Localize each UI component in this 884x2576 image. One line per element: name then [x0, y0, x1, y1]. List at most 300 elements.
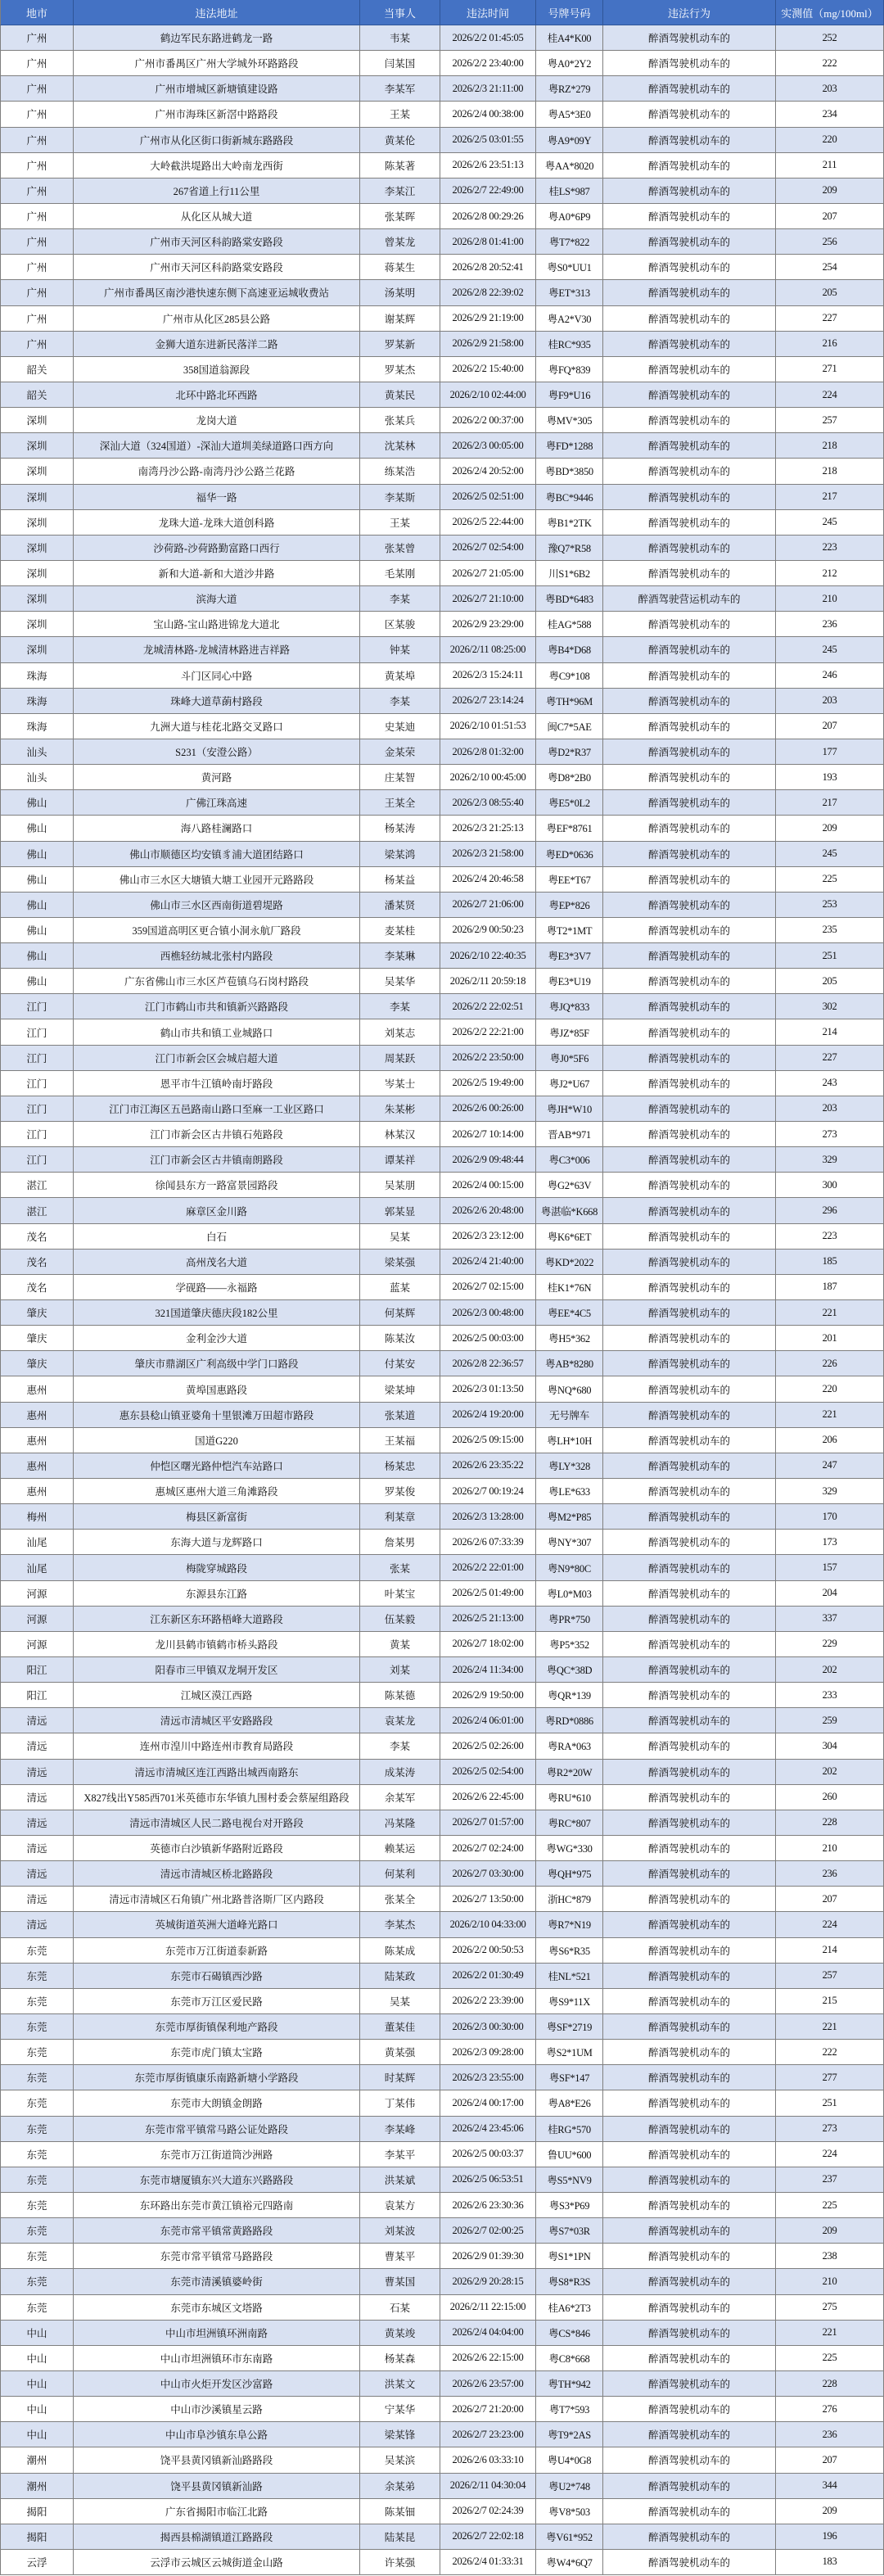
address-cell: 黄埠国惠路段 — [74, 1376, 360, 1402]
act-cell: 醉酒驾驶机动车的 — [603, 2422, 776, 2447]
city-cell: 清远 — [0, 1810, 74, 1836]
address-cell: 揭西县棉湖镇道江路路段 — [74, 2524, 360, 2550]
plate-cell: 粤S7*03R — [536, 2218, 603, 2244]
plate-cell: 粤A0*2Y2 — [536, 51, 603, 76]
plate-cell: 粤T7*822 — [536, 229, 603, 255]
plate-cell: 粤BC*9446 — [536, 485, 603, 510]
address-cell: 中山市坦洲镇环洲南路 — [74, 2321, 360, 2346]
act-cell: 醉酒驾驶机动车的 — [603, 1504, 776, 1530]
time-cell: 2026/2/7 21:10:00 — [440, 586, 536, 612]
person-cell: 余某军 — [360, 1785, 440, 1810]
act-cell: 醉酒驾驶机动车的 — [603, 2244, 776, 2269]
plate-cell: 粤F9*U16 — [536, 382, 603, 408]
act-cell: 醉酒驾驶机动车的 — [603, 1912, 776, 1937]
value-cell: 245 — [776, 510, 884, 536]
address-cell: 阳春市三甲镇双龙垌开发区 — [74, 1657, 360, 1683]
city-cell: 佛山 — [0, 816, 74, 841]
time-cell: 2026/2/10 02:44:00 — [440, 382, 536, 408]
act-cell: 醉酒驾驶机动车的 — [603, 229, 776, 255]
value-cell: 253 — [776, 893, 884, 918]
person-cell: 梁某坤 — [360, 1376, 440, 1402]
table-row — [0, 994, 884, 1019]
table-row — [0, 612, 884, 637]
time-cell: 2026/2/5 19:49:00 — [440, 1071, 536, 1096]
table-body — [0, 25, 884, 2575]
city-cell: 深圳 — [0, 561, 74, 586]
table-row — [0, 153, 884, 179]
time-cell: 2026/2/10 22:40:35 — [440, 943, 536, 969]
time-cell: 2026/2/9 20:28:15 — [440, 2269, 536, 2294]
table-row — [0, 1275, 884, 1300]
plate-cell: 粤V8*503 — [536, 2499, 603, 2524]
person-cell: 宁某华 — [360, 2397, 440, 2422]
value-cell: 173 — [776, 1530, 884, 1555]
address-cell: 江东新区东环路梧峰大道路段 — [74, 1607, 360, 1632]
table-row — [0, 586, 884, 612]
city-cell: 汕尾 — [0, 1555, 74, 1580]
value-cell: 304 — [776, 1733, 884, 1759]
address-cell: 佛山市三水区大塘镇大塘工业园开元路路段 — [74, 867, 360, 893]
person-cell: 李某琳 — [360, 943, 440, 969]
value-cell: 273 — [776, 2117, 884, 2142]
time-cell: 2026/2/4 20:46:58 — [440, 867, 536, 893]
time-cell: 2026/2/7 02:15:00 — [440, 1275, 536, 1300]
value-cell: 209 — [776, 816, 884, 841]
act-cell: 醉酒驾驶机动车的 — [603, 2218, 776, 2244]
value-cell: 246 — [776, 663, 884, 689]
person-cell: 吴某 — [360, 1989, 440, 2014]
table-row — [0, 561, 884, 586]
table-row — [0, 51, 884, 76]
city-cell: 东莞 — [0, 2090, 74, 2116]
person-cell: 蓝某 — [360, 1275, 440, 1300]
plate-cell: 粤C9*108 — [536, 663, 603, 689]
time-cell: 2026/2/4 11:34:00 — [440, 1657, 536, 1683]
plate-cell: 粤EE*T67 — [536, 867, 603, 893]
person-cell: 杨某森 — [360, 2346, 440, 2371]
address-cell: 东莞市塘厦镇东兴大道东兴路路段 — [74, 2167, 360, 2193]
table-row — [0, 1912, 884, 1937]
act-cell: 醉酒驾驶机动车的 — [603, 637, 776, 662]
person-cell: 张某 — [360, 1555, 440, 1580]
plate-cell: 粤R7*N19 — [536, 1912, 603, 1937]
city-cell: 广州 — [0, 204, 74, 229]
act-cell: 醉酒驾驶机动车的 — [603, 1785, 776, 1810]
address-cell: 广州市天河区科韵路棠安路段 — [74, 255, 360, 280]
table-row — [0, 842, 884, 867]
table-row — [0, 2474, 884, 2499]
plate-cell: 粤TH*96M — [536, 689, 603, 714]
time-cell: 2026/2/6 23:51:13 — [440, 153, 536, 179]
value-cell: 225 — [776, 2346, 884, 2371]
act-cell: 醉酒驾驶机动车的 — [603, 2447, 776, 2473]
city-cell: 佛山 — [0, 893, 74, 918]
person-cell: 王某 — [360, 102, 440, 127]
act-cell: 醉酒驾驶机动车的 — [603, 1453, 776, 1479]
act-cell: 醉酒驾驶机动车的 — [603, 1071, 776, 1096]
address-cell: 东莞市厚街镇康乐南路新塘小学路段 — [74, 2065, 360, 2090]
address-cell: 白石 — [74, 1224, 360, 1250]
address-cell: 广州市增城区新塘镇建设路 — [74, 76, 360, 102]
header-person: 当事人 — [360, 0, 440, 25]
person-cell: 梁某鸿 — [360, 842, 440, 867]
table-row — [0, 1555, 884, 1580]
person-cell: 黄某竣 — [360, 2321, 440, 2346]
act-cell: 醉酒驾驶机动车的 — [603, 816, 776, 841]
city-cell: 广州 — [0, 25, 74, 51]
city-cell: 潮州 — [0, 2447, 74, 2473]
act-cell: 醉酒驾驶机动车的 — [603, 1938, 776, 1964]
value-cell: 296 — [776, 1198, 884, 1223]
address-cell: 英德市白沙镇新华路附近路段 — [74, 1836, 360, 1861]
plate-cell: 粤SF*2719 — [536, 2014, 603, 2040]
act-cell: 醉酒驾驶机动车的 — [603, 1708, 776, 1733]
time-cell: 2026/2/5 22:44:00 — [440, 510, 536, 536]
plate-cell: 粤C8*668 — [536, 2346, 603, 2371]
city-cell: 佛山 — [0, 943, 74, 969]
address-cell: S231（安澄公路） — [74, 739, 360, 765]
act-cell: 醉酒驾驶机动车的 — [603, 663, 776, 689]
address-cell: 从化区从城大道 — [74, 204, 360, 229]
address-cell: 黄河路 — [74, 765, 360, 790]
time-cell: 2026/2/5 06:53:51 — [440, 2167, 536, 2193]
person-cell: 谭某祥 — [360, 1147, 440, 1173]
act-cell: 醉酒驾驶机动车的 — [603, 561, 776, 586]
act-cell: 醉酒驾驶机动车的 — [603, 765, 776, 790]
time-cell: 2026/2/3 01:13:50 — [440, 1376, 536, 1402]
address-cell: 惠城区惠州大道三角滩路段 — [74, 1479, 360, 1504]
plate-cell: 粤RC*807 — [536, 1810, 603, 1836]
act-cell: 醉酒驾驶机动车的 — [603, 2397, 776, 2422]
table-row — [0, 1096, 884, 1122]
person-cell: 陈某德 — [360, 1683, 440, 1708]
act-cell: 醉酒驾驶机动车的 — [603, 790, 776, 816]
act-cell: 醉酒驾驶机动车的 — [603, 1326, 776, 1351]
person-cell: 黄某埠 — [360, 663, 440, 689]
time-cell: 2026/2/3 21:58:00 — [440, 842, 536, 867]
plate-cell: 粤S1*1PN — [536, 2244, 603, 2269]
person-cell: 冯某隆 — [360, 1810, 440, 1836]
value-cell: 211 — [776, 153, 884, 179]
time-cell: 2026/2/6 23:30:36 — [440, 2193, 536, 2218]
table-row — [0, 1964, 884, 1989]
address-cell: 中山市沙溪镇星云路 — [74, 2397, 360, 2422]
city-cell: 韶关 — [0, 382, 74, 408]
address-cell: 肇庆市鼎湖区广利高级中学门口路段 — [74, 1351, 360, 1376]
city-cell: 广州 — [0, 332, 74, 357]
person-cell: 蒋某生 — [360, 255, 440, 280]
table-row — [0, 1733, 884, 1759]
value-cell: 247 — [776, 1453, 884, 1479]
table-row — [0, 2346, 884, 2371]
table-row — [0, 790, 884, 816]
time-cell: 2026/2/4 00:38:00 — [440, 102, 536, 127]
plate-cell: 粤V61*952 — [536, 2524, 603, 2550]
plate-cell: 粤G2*63V — [536, 1173, 603, 1198]
time-cell: 2026/2/3 13:28:00 — [440, 1504, 536, 1530]
value-cell: 202 — [776, 1657, 884, 1683]
address-cell: 东源县东江路 — [74, 1581, 360, 1607]
time-cell: 2026/2/9 23:29:00 — [440, 612, 536, 637]
city-cell: 东莞 — [0, 2269, 74, 2294]
table-row — [0, 1019, 884, 1045]
table-row — [0, 2244, 884, 2269]
table-row — [0, 382, 884, 408]
person-cell: 梁某锋 — [360, 2422, 440, 2447]
value-cell: 243 — [776, 1071, 884, 1096]
value-cell: 235 — [776, 918, 884, 943]
time-cell: 2026/2/7 02:24:00 — [440, 1836, 536, 1861]
plate-cell: 浙HC*879 — [536, 1887, 603, 1912]
plate-cell: 粤A8*E26 — [536, 2090, 603, 2116]
value-cell: 218 — [776, 433, 884, 459]
time-cell: 2026/2/11 22:15:00 — [440, 2295, 536, 2321]
act-cell: 醉酒驾驶机动车的 — [603, 1479, 776, 1504]
city-cell: 江门 — [0, 1071, 74, 1096]
city-cell: 广州 — [0, 255, 74, 280]
table-row — [0, 2499, 884, 2524]
address-cell: 佛山市三水区西南街道碧堤路 — [74, 893, 360, 918]
time-cell: 2026/2/2 01:45:05 — [440, 25, 536, 51]
value-cell: 344 — [776, 2474, 884, 2499]
address-cell: 中山市阜沙镇东阜公路 — [74, 2422, 360, 2447]
person-cell: 董某佳 — [360, 2014, 440, 2040]
city-cell: 惠州 — [0, 1453, 74, 1479]
time-cell: 2026/2/2 23:40:00 — [440, 51, 536, 76]
table-row — [0, 816, 884, 841]
time-cell: 2026/2/2 22:01:00 — [440, 1555, 536, 1580]
plate-cell: 桂A6*2T3 — [536, 2295, 603, 2321]
time-cell: 2026/2/4 04:04:00 — [440, 2321, 536, 2346]
act-cell: 醉酒驾驶机动车的 — [603, 1173, 776, 1198]
table-row — [0, 2142, 884, 2167]
act-cell: 醉酒驾驶机动车的 — [603, 1250, 776, 1275]
table-row — [0, 1198, 884, 1223]
address-cell: 恩平市牛江镇岭南圩路段 — [74, 1071, 360, 1096]
plate-cell: 桂NL*521 — [536, 1964, 603, 1989]
act-cell: 醉酒驾驶机动车的 — [603, 2550, 776, 2575]
plate-cell: 粤RA*063 — [536, 1733, 603, 1759]
time-cell: 2026/2/9 19:50:00 — [440, 1683, 536, 1708]
value-cell: 220 — [776, 128, 884, 153]
value-cell: 209 — [776, 2499, 884, 2524]
address-cell: 东环路出东莞市黄江镇裕元四路南 — [74, 2193, 360, 2218]
time-cell: 2026/2/2 23:50:00 — [440, 1046, 536, 1071]
time-cell: 2026/2/10 04:33:00 — [440, 1912, 536, 1937]
plate-cell: 无号牌车 — [536, 1403, 603, 1428]
value-cell: 214 — [776, 1938, 884, 1964]
person-cell: 李某杰 — [360, 1912, 440, 1937]
person-cell: 麦某桂 — [360, 918, 440, 943]
plate-cell: 粤MV*305 — [536, 408, 603, 433]
city-cell: 广州 — [0, 128, 74, 153]
plate-cell: 粤QC*38D — [536, 1657, 603, 1683]
person-cell: 李某平 — [360, 2142, 440, 2167]
table-row — [0, 485, 884, 510]
value-cell: 337 — [776, 1607, 884, 1632]
value-cell: 237 — [776, 2167, 884, 2193]
city-cell: 江门 — [0, 1019, 74, 1045]
city-cell: 河源 — [0, 1581, 74, 1607]
person-cell: 詹某男 — [360, 1530, 440, 1555]
act-cell: 醉酒驾驶机动车的 — [603, 1046, 776, 1071]
person-cell: 袁某龙 — [360, 1708, 440, 1733]
address-cell: 江门市新会区古井镇南朗路段 — [74, 1147, 360, 1173]
table-row — [0, 1607, 884, 1632]
value-cell: 260 — [776, 1785, 884, 1810]
address-cell: 英城街道英洲大道峰光路口 — [74, 1912, 360, 1937]
time-cell: 2026/2/4 20:52:00 — [440, 459, 536, 484]
value-cell: 218 — [776, 459, 884, 484]
city-cell: 佛山 — [0, 969, 74, 994]
address-cell: 清远市清城区石角镇广州北路普洛斯厂区内路段 — [74, 1887, 360, 1912]
table-row — [0, 663, 884, 689]
person-cell: 成某涛 — [360, 1760, 440, 1785]
time-cell: 2026/2/7 21:20:00 — [440, 2397, 536, 2422]
table-row — [0, 459, 884, 484]
time-cell: 2026/2/6 22:15:00 — [440, 2346, 536, 2371]
act-cell: 醉酒驾驶机动车的 — [603, 255, 776, 280]
city-cell: 茂名 — [0, 1275, 74, 1300]
address-cell: 东莞市石碣镇西沙路 — [74, 1964, 360, 1989]
time-cell: 2026/2/10 01:51:53 — [440, 714, 536, 739]
city-cell: 深圳 — [0, 536, 74, 561]
table-row — [0, 969, 884, 994]
city-cell: 揭阳 — [0, 2499, 74, 2524]
act-cell: 醉酒驾驶机动车的 — [603, 1275, 776, 1300]
act-cell: 醉酒驾驶机动车的 — [603, 1096, 776, 1122]
act-cell: 醉酒驾驶机动车的 — [603, 2014, 776, 2040]
act-cell: 醉酒驾驶机动车的 — [603, 2142, 776, 2167]
person-cell: 陈某钿 — [360, 2499, 440, 2524]
value-cell: 221 — [776, 1300, 884, 1326]
table-row — [0, 433, 884, 459]
time-cell: 2026/2/11 04:30:04 — [440, 2474, 536, 2499]
person-cell: 钟某 — [360, 637, 440, 662]
city-cell: 东莞 — [0, 2065, 74, 2090]
table-row — [0, 2371, 884, 2397]
table-row — [0, 1836, 884, 1861]
table-row — [0, 739, 884, 765]
time-cell: 2026/2/2 22:02:51 — [440, 994, 536, 1019]
city-cell: 肇庆 — [0, 1351, 74, 1376]
time-cell: 2026/2/5 03:01:55 — [440, 128, 536, 153]
plate-cell: 粤S6*R35 — [536, 1938, 603, 1964]
city-cell: 深圳 — [0, 637, 74, 662]
person-cell: 张某道 — [360, 1403, 440, 1428]
time-cell: 2026/2/11 08:25:00 — [440, 637, 536, 662]
person-cell: 杨某涛 — [360, 816, 440, 841]
person-cell: 李某 — [360, 1733, 440, 1759]
city-cell: 阳江 — [0, 1683, 74, 1708]
time-cell: 2026/2/4 00:17:00 — [440, 2090, 536, 2116]
value-cell: 203 — [776, 1096, 884, 1122]
time-cell: 2026/2/7 03:30:00 — [440, 1861, 536, 1887]
value-cell: 234 — [776, 102, 884, 127]
city-cell: 惠州 — [0, 1376, 74, 1402]
city-cell: 清远 — [0, 1785, 74, 1810]
address-cell: 东莞市厚街镇保利地产路段 — [74, 2014, 360, 2040]
table-row — [0, 918, 884, 943]
address-cell: 东海大道与龙辉路口 — [74, 1530, 360, 1555]
address-cell: 东莞市常平镇常马路公证处路段 — [74, 2117, 360, 2142]
value-cell: 225 — [776, 867, 884, 893]
time-cell: 2026/2/6 23:57:00 — [440, 2371, 536, 2397]
city-cell: 东莞 — [0, 1964, 74, 1989]
table-row — [0, 2524, 884, 2550]
plate-cell: 粤D2*R37 — [536, 739, 603, 765]
person-cell: 汤某明 — [360, 280, 440, 305]
time-cell: 2026/2/5 00:03:00 — [440, 1326, 536, 1351]
city-cell: 深圳 — [0, 433, 74, 459]
person-cell: 李某斯 — [360, 485, 440, 510]
table-row — [0, 2218, 884, 2244]
plate-cell: 粤ET*313 — [536, 280, 603, 305]
table-row — [0, 306, 884, 332]
act-cell: 醉酒驾驶机动车的 — [603, 459, 776, 484]
plate-cell: 粤KD*2022 — [536, 1250, 603, 1275]
act-cell: 醉酒驾驶机动车的 — [603, 1657, 776, 1683]
plate-cell: 粤R2*20W — [536, 1760, 603, 1785]
person-cell: 张某兵 — [360, 408, 440, 433]
person-cell: 袁某方 — [360, 2193, 440, 2218]
table-row — [0, 1453, 884, 1479]
act-cell: 醉酒驾驶机动车的 — [603, 2371, 776, 2397]
act-cell: 醉酒驾驶机动车的 — [603, 1836, 776, 1861]
plate-cell: 粤B4*D68 — [536, 637, 603, 662]
value-cell: 222 — [776, 51, 884, 76]
plate-cell: 桂LS*987 — [536, 179, 603, 204]
plate-cell: 粤AB*8280 — [536, 1351, 603, 1376]
act-cell: 醉酒驾驶机动车的 — [603, 842, 776, 867]
person-cell: 史某迪 — [360, 714, 440, 739]
address-cell: 龙岗大道 — [74, 408, 360, 433]
act-cell: 醉酒驾驶机动车的 — [603, 918, 776, 943]
act-cell: 醉酒驾驶机动车的 — [603, 357, 776, 382]
table-row — [0, 2295, 884, 2321]
plate-cell: 粤T7*593 — [536, 2397, 603, 2422]
city-cell: 江门 — [0, 1122, 74, 1147]
plate-cell: 粤SF*147 — [536, 2065, 603, 2090]
plate-cell: 粤A2*V30 — [536, 306, 603, 332]
table-row — [0, 229, 884, 255]
city-cell: 肇庆 — [0, 1300, 74, 1326]
plate-cell: 粤FD*1288 — [536, 433, 603, 459]
table-row — [0, 2117, 884, 2142]
address-cell: 江门市江海区五邑路南山路口至麻一工业区路口 — [74, 1096, 360, 1122]
time-cell: 2026/2/9 09:48:44 — [440, 1147, 536, 1173]
table-row — [0, 357, 884, 382]
plate-cell: 粤E3*U19 — [536, 969, 603, 994]
time-cell: 2026/2/7 22:49:00 — [440, 179, 536, 204]
city-cell: 广州 — [0, 306, 74, 332]
time-cell: 2026/2/2 23:39:00 — [440, 1989, 536, 2014]
plate-cell: 鲁UU*600 — [536, 2142, 603, 2167]
value-cell: 257 — [776, 408, 884, 433]
act-cell: 醉酒驾驶机动车的 — [603, 1530, 776, 1555]
act-cell: 醉酒驾驶机动车的 — [603, 1555, 776, 1580]
city-cell: 深圳 — [0, 586, 74, 612]
address-cell: 云浮市云城区云城街道金山路 — [74, 2550, 360, 2575]
person-cell: 沈某林 — [360, 433, 440, 459]
header-plate: 号牌号码 — [536, 0, 603, 25]
value-cell: 210 — [776, 1836, 884, 1861]
time-cell: 2026/2/5 21:13:00 — [440, 1607, 536, 1632]
address-cell: 惠东县稔山镇亚婆角十里银滩万田超市路段 — [74, 1403, 360, 1428]
act-cell: 醉酒驾驶机动车的 — [603, 2269, 776, 2294]
table-row — [0, 1122, 884, 1147]
city-cell: 广州 — [0, 102, 74, 127]
